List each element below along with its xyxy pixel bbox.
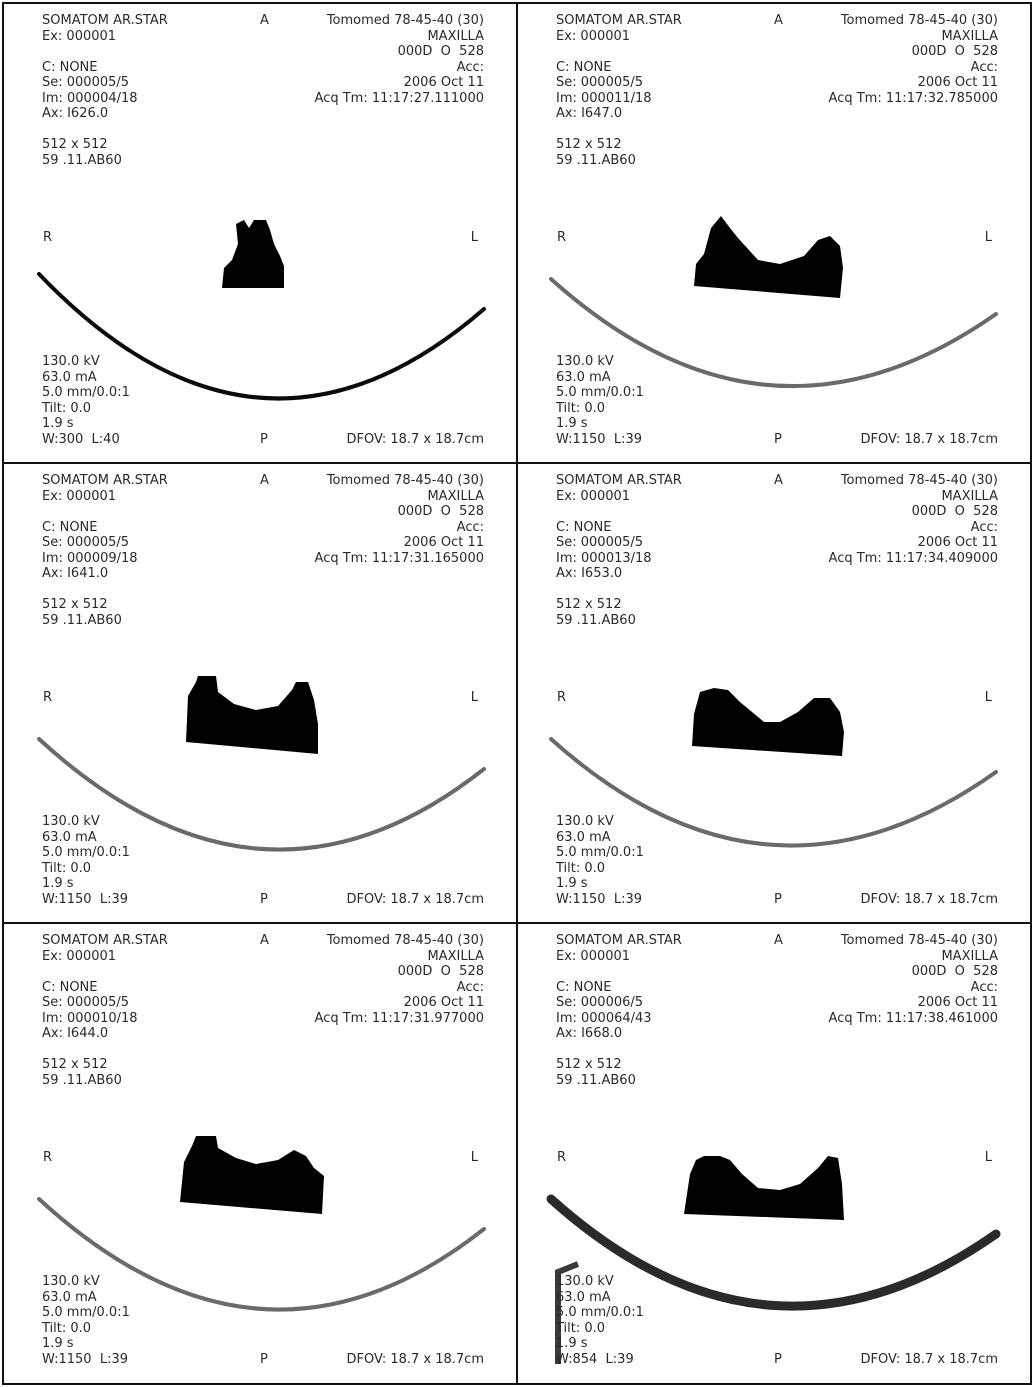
info-line: 63.0 mA — [556, 1289, 611, 1305]
header-left-info — [556, 473, 682, 628]
info-line: W:1150 L:39 — [42, 1351, 128, 1367]
footer-left-info — [556, 354, 644, 447]
maxilla-scan-shape — [180, 1136, 324, 1214]
info-line: 1.9 s — [556, 876, 588, 891]
info-line: Se: 000005/5 — [42, 995, 130, 1010]
info-line: Se: 000005/5 — [42, 535, 130, 550]
info-line: MAXILLA — [427, 28, 484, 44]
orientation-anterior: A — [774, 933, 783, 948]
ct-slice-panel[interactable] — [518, 4, 1030, 462]
header-right-info — [829, 13, 998, 106]
info-line: 2006 Oct 11 — [917, 995, 998, 1010]
header-right-info — [315, 13, 484, 106]
info-line: Se: 000006/5 — [556, 995, 644, 1010]
info-line: 5.0 mm/0.0:1 — [556, 1305, 644, 1320]
ct-slice-panel[interactable] — [4, 924, 516, 1382]
dfov-label: DFOV: 18.7 x 18.7cm — [346, 1352, 484, 1367]
info-line: 2006 Oct 11 — [403, 995, 484, 1010]
orientation-posterior: P — [260, 892, 268, 907]
info-line: 59 .11.AB60 — [556, 152, 636, 168]
info-line: 130.0 kV — [556, 1274, 614, 1289]
orientation-left: L — [470, 230, 478, 245]
footer-left-info — [42, 1274, 130, 1367]
dfov-label: DFOV: 18.7 x 18.7cm — [346, 432, 484, 447]
info-line — [42, 504, 168, 520]
info-line: Tilt: 0.0 — [42, 1320, 92, 1336]
info-line: 1.9 s — [42, 416, 74, 431]
info-line — [556, 504, 682, 520]
info-line: MAXILLA — [427, 488, 484, 504]
info-line: 63.0 mA — [42, 829, 97, 845]
orientation-right: R — [557, 1150, 567, 1165]
info-line: Acq Tm: 11:17:27.111000 — [314, 90, 484, 106]
info-line: Ax: I668.0 — [556, 1026, 623, 1041]
footer-left-info — [42, 354, 130, 447]
orientation-left: L — [984, 1150, 992, 1165]
info-line: 000D O 528 — [911, 44, 998, 59]
info-line: Im: 000009/18 — [42, 550, 138, 566]
info-line: Ex: 000001 — [42, 948, 117, 964]
info-line: 63.0 mA — [42, 369, 97, 385]
header-left-info — [42, 933, 168, 1088]
info-line: Se: 000005/5 — [42, 75, 130, 90]
ct-slice-panel[interactable] — [4, 4, 516, 462]
header-right-info — [829, 473, 998, 566]
info-line: 5.0 mm/0.0:1 — [556, 845, 644, 860]
info-line: 5.0 mm/0.0:1 — [556, 385, 644, 400]
info-line: Im: 000011/18 — [556, 90, 652, 106]
info-line: MAXILLA — [941, 948, 998, 964]
info-line — [42, 964, 168, 980]
info-line: Acc: — [970, 519, 998, 535]
info-line: 2006 Oct 11 — [403, 535, 484, 550]
grid-divider — [2, 2, 4, 1385]
footer-left-info — [556, 814, 644, 907]
info-line: 512 x 512 — [42, 1057, 108, 1072]
info-line: Tomomed 78-45-40 (30) — [326, 473, 484, 488]
info-line: Ex: 000001 — [42, 488, 117, 504]
info-line: 1.9 s — [556, 1336, 588, 1351]
info-line: Acq Tm: 11:17:32.785000 — [828, 90, 998, 106]
info-line: 000D O 528 — [397, 964, 484, 979]
info-line: MAXILLA — [427, 948, 484, 964]
orientation-posterior: P — [774, 432, 782, 447]
info-line: 59 .11.AB60 — [42, 1072, 122, 1088]
info-line: C: NONE — [556, 979, 612, 995]
dfov-label: DFOV: 18.7 x 18.7cm — [860, 1352, 998, 1367]
info-line: 1.9 s — [556, 416, 588, 431]
info-line: 5.0 mm/0.0:1 — [42, 1305, 130, 1320]
info-line: C: NONE — [556, 59, 612, 75]
info-line: Ex: 000001 — [556, 28, 631, 44]
info-line: W:854 L:39 — [556, 1351, 634, 1367]
ct-slice-panel[interactable] — [518, 924, 1030, 1382]
info-line: 130.0 kV — [42, 814, 100, 829]
info-line: Tomomed 78-45-40 (30) — [326, 933, 484, 948]
dfov-label: DFOV: 18.7 x 18.7cm — [860, 892, 998, 907]
info-line: W:300 L:40 — [42, 431, 120, 447]
info-line: 130.0 kV — [42, 1274, 100, 1289]
info-line: Tilt: 0.0 — [556, 1320, 606, 1336]
info-line: SOMATOM AR.STAR — [556, 473, 682, 488]
orientation-right: R — [43, 1150, 53, 1165]
info-line: Ax: I626.0 — [42, 106, 109, 121]
maxilla-scan-shape — [684, 1156, 844, 1220]
info-line — [42, 44, 168, 60]
info-line: 130.0 kV — [556, 814, 614, 829]
info-line: W:1150 L:39 — [556, 891, 642, 907]
orientation-left: L — [984, 690, 992, 705]
grid-divider — [1030, 2, 1032, 1385]
info-line: 59 .11.AB60 — [556, 1072, 636, 1088]
info-line — [42, 582, 168, 598]
info-line: SOMATOM AR.STAR — [42, 13, 168, 28]
info-line: 63.0 mA — [42, 1289, 97, 1305]
info-line: 2006 Oct 11 — [917, 535, 998, 550]
info-line: Tilt: 0.0 — [42, 400, 92, 416]
info-line: 000D O 528 — [397, 504, 484, 519]
info-line: Im: 000064/43 — [556, 1010, 652, 1026]
info-line: 512 x 512 — [42, 137, 108, 152]
info-line: Tilt: 0.0 — [556, 860, 606, 876]
info-line: Acc: — [456, 979, 484, 995]
info-line: 000D O 528 — [911, 964, 998, 979]
info-line: SOMATOM AR.STAR — [556, 13, 682, 28]
info-line: Ax: I641.0 — [42, 566, 109, 581]
info-line — [556, 1042, 682, 1058]
info-line: SOMATOM AR.STAR — [42, 473, 168, 488]
grid-divider — [516, 2, 518, 1385]
orientation-posterior: P — [260, 1352, 268, 1367]
info-line: 1.9 s — [42, 876, 74, 891]
orientation-right: R — [43, 690, 53, 705]
info-line — [42, 122, 168, 138]
info-line: Tomomed 78-45-40 (30) — [840, 13, 998, 28]
info-line: MAXILLA — [941, 488, 998, 504]
orientation-left: L — [984, 230, 992, 245]
info-line: Ax: I647.0 — [556, 106, 623, 121]
info-line: 512 x 512 — [556, 1057, 622, 1072]
info-line: SOMATOM AR.STAR — [556, 933, 682, 948]
info-line: Acc: — [970, 979, 998, 995]
info-line: 2006 Oct 11 — [917, 75, 998, 90]
info-line: 512 x 512 — [556, 597, 622, 612]
info-line: 512 x 512 — [556, 137, 622, 152]
orientation-posterior: P — [774, 1352, 782, 1367]
info-line: W:1150 L:39 — [556, 431, 642, 447]
header-left-info — [556, 13, 682, 168]
info-line — [556, 964, 682, 980]
info-line: Tomomed 78-45-40 (30) — [840, 933, 998, 948]
info-line: Acq Tm: 11:17:38.461000 — [828, 1010, 998, 1026]
header-left-info — [42, 13, 168, 168]
header-right-info — [829, 933, 998, 1026]
maxilla-scan-shape — [694, 216, 843, 298]
orientation-anterior: A — [774, 13, 783, 28]
orientation-right: R — [557, 230, 567, 245]
footer-left-info — [556, 1274, 644, 1367]
info-line: C: NONE — [42, 59, 98, 75]
grid-divider — [2, 922, 1032, 924]
info-line: 59 .11.AB60 — [556, 612, 636, 628]
info-line: C: NONE — [42, 979, 98, 995]
info-line: Acc: — [456, 59, 484, 75]
info-line: 5.0 mm/0.0:1 — [42, 845, 130, 860]
info-line: SOMATOM AR.STAR — [42, 933, 168, 948]
dfov-label: DFOV: 18.7 x 18.7cm — [860, 432, 998, 447]
info-line: Ax: I653.0 — [556, 566, 623, 581]
maxilla-scan-shape — [186, 676, 318, 754]
info-line: Se: 000005/5 — [556, 535, 644, 550]
orientation-posterior: P — [774, 892, 782, 907]
info-line: Im: 000010/18 — [42, 1010, 138, 1026]
info-line: 1.9 s — [42, 1336, 74, 1351]
orientation-anterior: A — [260, 933, 269, 948]
info-line: 512 x 512 — [42, 597, 108, 612]
info-line: 63.0 mA — [556, 369, 611, 385]
orientation-anterior: A — [260, 473, 269, 488]
info-line: Im: 000013/18 — [556, 550, 652, 566]
grid-divider — [2, 462, 1032, 464]
header-right-info — [315, 933, 484, 1026]
info-line: 000D O 528 — [397, 44, 484, 59]
orientation-left: L — [470, 1150, 478, 1165]
info-line: Acq Tm: 11:17:31.977000 — [314, 1010, 484, 1026]
info-line: Acq Tm: 11:17:31.165000 — [314, 550, 484, 566]
info-line: Tilt: 0.0 — [556, 400, 606, 416]
info-line: 63.0 mA — [556, 829, 611, 845]
info-line: Acc: — [970, 59, 998, 75]
info-line: Im: 000004/18 — [42, 90, 138, 106]
header-right-info — [315, 473, 484, 566]
orientation-anterior: A — [774, 473, 783, 488]
orientation-left: L — [470, 690, 478, 705]
info-line: Acc: — [456, 519, 484, 535]
info-line: Tomomed 78-45-40 (30) — [326, 13, 484, 28]
info-line: 59 .11.AB60 — [42, 152, 122, 168]
info-line — [556, 122, 682, 138]
header-left-info — [556, 933, 682, 1088]
info-line: Ex: 000001 — [556, 488, 631, 504]
info-line — [42, 1042, 168, 1058]
maxilla-scan-shape — [692, 688, 844, 756]
ct-slice-panel[interactable] — [518, 464, 1030, 922]
info-line: Tilt: 0.0 — [42, 860, 92, 876]
info-line: C: NONE — [556, 519, 612, 535]
orientation-right: R — [43, 230, 53, 245]
info-line: 000D O 528 — [911, 504, 998, 519]
footer-left-info — [42, 814, 130, 907]
info-line: W:1150 L:39 — [42, 891, 128, 907]
info-line: Tomomed 78-45-40 (30) — [840, 473, 998, 488]
info-line: 130.0 kV — [556, 354, 614, 369]
info-line: Ex: 000001 — [556, 948, 631, 964]
info-line: Ex: 000001 — [42, 28, 117, 44]
dfov-label: DFOV: 18.7 x 18.7cm — [346, 892, 484, 907]
orientation-anterior: A — [260, 13, 269, 28]
ct-slice-panel[interactable] — [4, 464, 516, 922]
maxilla-scan-shape — [222, 220, 284, 288]
orientation-right: R — [557, 690, 567, 705]
info-line: C: NONE — [42, 519, 98, 535]
info-line: Ax: I644.0 — [42, 1026, 109, 1041]
header-left-info — [42, 473, 168, 628]
info-line: 5.0 mm/0.0:1 — [42, 385, 130, 400]
info-line: 2006 Oct 11 — [403, 75, 484, 90]
info-line: 130.0 kV — [42, 354, 100, 369]
info-line — [556, 44, 682, 60]
info-line: 59 .11.AB60 — [42, 612, 122, 628]
info-line: Acq Tm: 11:17:34.409000 — [828, 550, 998, 566]
info-line — [556, 582, 682, 598]
info-line: Se: 000005/5 — [556, 75, 644, 90]
info-line: MAXILLA — [941, 28, 998, 44]
orientation-posterior: P — [260, 432, 268, 447]
